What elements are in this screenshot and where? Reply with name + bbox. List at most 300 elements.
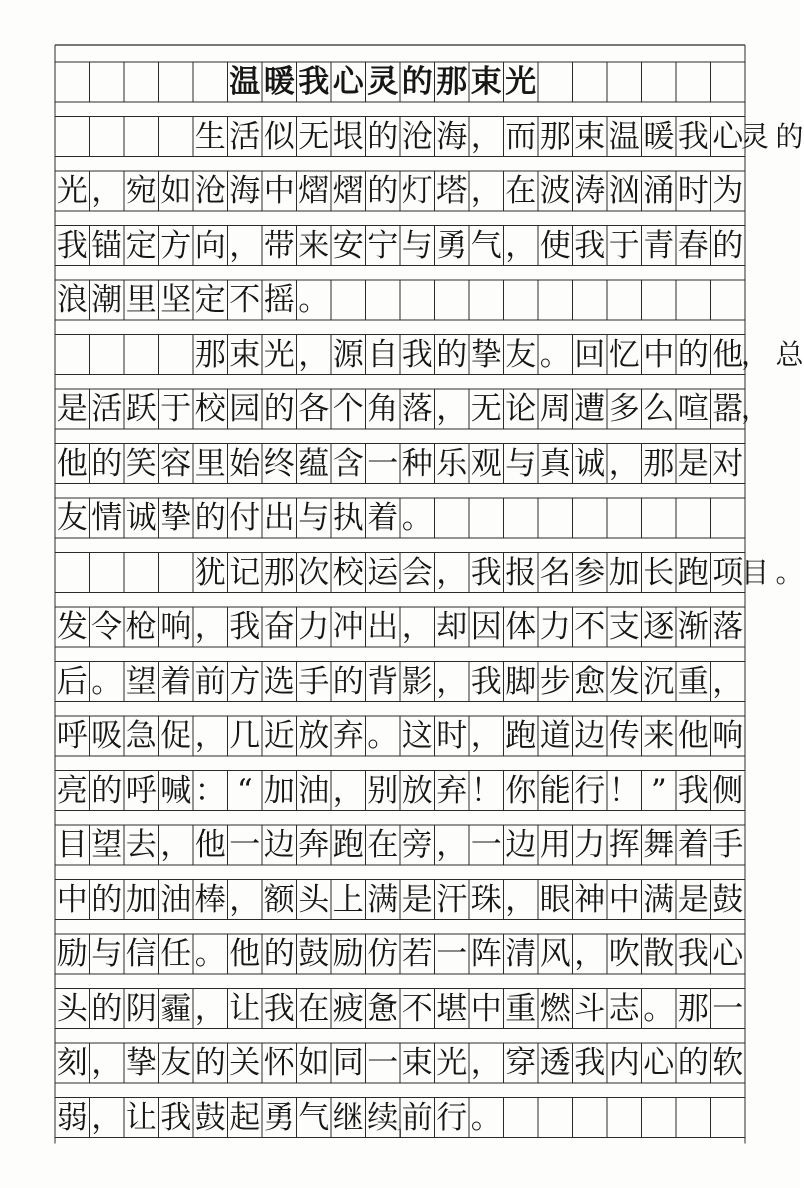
essay-character: 情 <box>91 500 123 536</box>
essay-character: 于 <box>160 391 192 427</box>
essay-character: ， <box>436 554 468 591</box>
essay-character: 的 <box>712 227 744 264</box>
essay-character: 力 <box>574 827 606 863</box>
essay-character: 如 <box>298 1045 330 1081</box>
essay-character: 响 <box>712 718 744 754</box>
essay-character: 的 <box>91 881 123 918</box>
essay-character: 吸 <box>91 718 123 754</box>
essay-character: 我 <box>263 990 295 1027</box>
essay-character: 个 <box>332 391 364 427</box>
essay-character: 。 <box>775 555 804 589</box>
essay-character: 中 <box>643 336 675 373</box>
essay-character: 方 <box>229 663 261 700</box>
essay-character: 若 <box>401 936 433 972</box>
essay-character: 散 <box>643 936 675 972</box>
essay-character: 时 <box>436 718 468 754</box>
essay-character: 安 <box>332 227 364 264</box>
essay-character: ， <box>436 827 468 863</box>
essay-character: 忆 <box>608 336 640 373</box>
essay-character: ， <box>160 827 192 863</box>
essay-character: 一 <box>436 936 468 972</box>
essay-character: 脚 <box>505 663 537 700</box>
essay-character: 是 <box>677 881 709 918</box>
essay-character: 支 <box>608 609 640 645</box>
essay-character: 边 <box>505 827 537 863</box>
essay-character: 勇 <box>263 1099 295 1136</box>
essay-character: 不 <box>229 282 261 318</box>
essay-character: 的 <box>91 772 123 809</box>
essay-character: 冲 <box>332 609 364 645</box>
essay-character: 名 <box>539 554 571 591</box>
essay-character: 中 <box>56 881 88 918</box>
essay-character: 行 <box>574 772 606 809</box>
essay-character: 犹 <box>194 554 226 591</box>
essay-character: 沧 <box>401 118 433 155</box>
essay-character: 弃 <box>436 772 468 809</box>
essay-character: 光 <box>56 173 88 209</box>
essay-character: 。 <box>470 1099 502 1136</box>
essay-character: 望 <box>125 663 157 700</box>
essay-character: 付 <box>229 500 261 536</box>
essay-character: 响 <box>160 609 192 645</box>
essay-character: 阵 <box>470 936 502 972</box>
essay-character: 宛 <box>125 173 157 209</box>
essay-character: 志 <box>608 990 640 1027</box>
essay-character: 喧 <box>677 391 709 427</box>
essay-character: 舞 <box>643 827 675 863</box>
essay-character: ， <box>470 118 502 155</box>
essay-character: 同 <box>332 1045 364 1081</box>
essay-character: 逐 <box>643 609 675 645</box>
essay-character: 珠 <box>470 881 502 918</box>
essay-character: 周 <box>539 391 571 427</box>
essay-character: 记 <box>229 554 261 591</box>
essay-character: 跑 <box>677 554 709 591</box>
essay-character: 着 <box>367 500 399 536</box>
essay-character: 熠 <box>332 173 364 209</box>
essay-character: ， <box>712 663 744 700</box>
essay-character: 的 <box>263 391 295 427</box>
essay-character: 让 <box>125 1099 157 1136</box>
essay-character: 对 <box>712 445 744 482</box>
essay-character: 软 <box>712 1045 744 1081</box>
essay-character: 气 <box>298 1099 330 1136</box>
essay-character: 出 <box>367 609 399 645</box>
essay-character: 选 <box>263 663 295 700</box>
essay-character: 熠 <box>298 173 330 209</box>
essay-character: 挥 <box>608 827 640 863</box>
essay-character: 挚 <box>470 336 502 373</box>
essay-character: 运 <box>367 554 399 591</box>
essay-character: 放 <box>401 772 433 809</box>
essay-character: 总 <box>775 337 804 371</box>
essay-character: 我 <box>229 609 261 645</box>
essay-character: 能 <box>539 772 571 809</box>
essay-character: 向 <box>194 227 226 264</box>
essay-character: 波 <box>539 173 571 209</box>
essay-character: 一 <box>229 827 261 863</box>
essay-character: 沉 <box>643 663 675 700</box>
essay-character: 次 <box>298 554 330 591</box>
essay-character: 的 <box>677 336 709 373</box>
essay-character: 加 <box>263 772 295 809</box>
essay-character: 旁 <box>401 827 433 863</box>
essay-character: 我 <box>574 1045 606 1081</box>
essay-character: 定 <box>125 227 157 264</box>
essay-character: 青 <box>643 227 675 264</box>
essay-character: 油 <box>160 881 192 918</box>
essay-character: 燃 <box>539 990 571 1027</box>
essay-character: 垠 <box>332 118 364 155</box>
essay-character: 那 <box>194 336 226 373</box>
essay-character: 是 <box>677 445 709 482</box>
essay-character: ， <box>229 227 261 264</box>
essay-character: 在 <box>367 827 399 863</box>
essay-character: 的 <box>367 118 399 155</box>
essay-character: 终 <box>263 445 295 482</box>
essay-character: 呼 <box>125 772 157 809</box>
title-character: 灵 <box>367 64 399 100</box>
essay-character: 仿 <box>367 936 399 972</box>
essay-character: 束 <box>401 1045 433 1081</box>
essay-character: 里 <box>194 445 226 482</box>
essay-character: 活 <box>91 391 123 427</box>
essay-character: 促 <box>160 718 192 754</box>
essay-character: ， <box>91 1045 123 1081</box>
essay-character: 行 <box>436 1099 468 1136</box>
essay-character: 园 <box>229 391 261 427</box>
essay-character: 边 <box>263 827 295 863</box>
essay-character: 油 <box>298 772 330 809</box>
essay-character: 他 <box>229 936 261 972</box>
essay-character: 校 <box>332 554 364 591</box>
essay-character: 来 <box>298 227 330 264</box>
essay-character: 透 <box>539 1045 571 1081</box>
essay-character: ， <box>505 227 537 264</box>
essay-character: 不 <box>401 990 433 1027</box>
essay-character: 前 <box>194 663 226 700</box>
essay-character: 续 <box>367 1099 399 1136</box>
essay-character: 无 <box>470 391 502 427</box>
essay-character: 奔 <box>298 827 330 863</box>
essay-character: 体 <box>505 609 537 645</box>
essay-character: 因 <box>470 609 502 645</box>
essay-character: 我 <box>470 554 502 591</box>
essay-character: 出 <box>263 500 295 536</box>
essay-character: ！ <box>608 772 640 809</box>
essay-character: ， <box>608 445 640 482</box>
essay-character: 里 <box>125 282 157 318</box>
essay-character: ， <box>470 718 502 754</box>
essay-character: 关 <box>229 1045 261 1081</box>
essay-character: 遭 <box>574 391 606 427</box>
essay-character: 气 <box>470 227 502 264</box>
essay-character: 么 <box>643 391 675 427</box>
essay-character: 春 <box>677 227 709 264</box>
essay-character: 涛 <box>574 173 606 209</box>
essay-character: 参 <box>574 554 606 591</box>
essay-character: 我 <box>160 1099 192 1136</box>
essay-character: 为 <box>712 173 744 209</box>
essay-character: ， <box>229 881 261 918</box>
essay-character: 手 <box>298 663 330 700</box>
essay-character: ， <box>470 1045 502 1081</box>
essay-character: 。 <box>91 663 123 700</box>
essay-character: 惫 <box>367 990 399 1027</box>
essay-character: 神 <box>574 881 606 918</box>
essay-character: 影 <box>401 663 433 700</box>
essay-character: 中 <box>470 990 502 1027</box>
essay-character: 种 <box>401 445 433 482</box>
essay-character: 的 <box>91 990 123 1027</box>
essay-character: 急 <box>125 718 157 754</box>
essay-character: 宁 <box>367 227 399 264</box>
essay-character: 发 <box>56 609 88 645</box>
essay-character: 重 <box>505 990 537 1027</box>
essay-character: 回 <box>574 336 606 373</box>
essay-character: 的 <box>332 663 364 700</box>
essay-character: 来 <box>643 718 675 754</box>
essay-character: 灯 <box>401 173 433 209</box>
essay-character: 。 <box>539 336 571 373</box>
essay-character: 满 <box>643 881 675 918</box>
title-character: 光 <box>505 64 537 100</box>
essay-character: 摇 <box>263 282 295 318</box>
essay-character: 却 <box>436 609 468 645</box>
essay-character: 观 <box>470 445 502 482</box>
essay-character: 阴 <box>125 990 157 1027</box>
essay-character: 内 <box>608 1045 640 1081</box>
essay-character: ， <box>436 663 468 700</box>
essay-character: 在 <box>298 990 330 1027</box>
essay-character: 你 <box>505 772 537 809</box>
essay-character: 。 <box>643 990 675 1027</box>
essay-character: 望 <box>91 827 123 863</box>
essay-character: 鼓 <box>712 881 744 918</box>
essay-character: 励 <box>56 936 88 972</box>
essay-character: 蕴 <box>298 445 330 482</box>
essay-character: 无 <box>298 118 330 155</box>
essay-character: 如 <box>160 173 192 209</box>
essay-character: 我 <box>470 663 502 700</box>
essay-character: 友 <box>505 336 537 373</box>
essay-character: 斗 <box>574 990 606 1027</box>
essay-character: 挚 <box>160 500 192 536</box>
essay-character: 边 <box>574 718 606 754</box>
essay-character: 呼 <box>56 718 88 754</box>
essay-character: 塔 <box>436 173 468 209</box>
essay-character: 项 <box>712 554 744 591</box>
essay-character: 鼓 <box>194 1099 226 1136</box>
essay-character: 涌 <box>643 173 675 209</box>
essay-character: 始 <box>229 445 261 482</box>
essay-character: 弃 <box>332 718 364 754</box>
essay-character: ， <box>298 336 330 373</box>
essay-character: 手 <box>712 827 744 863</box>
essay-character: 这 <box>401 718 433 754</box>
essay-character: 灵 <box>741 119 770 153</box>
essay-character: 的 <box>194 500 226 536</box>
essay-character: 笑 <box>125 445 157 482</box>
essay-character: 一 <box>712 990 744 1027</box>
essay-character: 刻 <box>56 1045 88 1081</box>
essay-character: 友 <box>56 500 88 536</box>
essay-character: 光 <box>263 336 295 373</box>
essay-character: 道 <box>539 718 571 754</box>
essay-character: 汹 <box>608 173 640 209</box>
essay-character: 各 <box>298 391 330 427</box>
essay-character: 重 <box>677 663 709 700</box>
essay-character: 目 <box>741 555 770 589</box>
essay-character: 报 <box>505 554 537 591</box>
essay-character: ， <box>194 990 226 1027</box>
essay-character: 着 <box>160 663 192 700</box>
essay-character: 浪 <box>56 282 88 318</box>
essay-character: 汗 <box>436 881 468 918</box>
essay-character: 束 <box>229 336 261 373</box>
title-character: 温 <box>229 64 261 100</box>
essay-character: 头 <box>298 881 330 918</box>
essay-character: 背 <box>367 663 399 700</box>
essay-character: ： <box>194 772 226 809</box>
essay-character: 我 <box>677 772 709 809</box>
essay-character: 他 <box>56 445 88 482</box>
essay-character: 是 <box>56 391 88 427</box>
essay-character: 用 <box>539 827 571 863</box>
essay-character: 去 <box>125 827 157 863</box>
essay-character: ， <box>194 718 226 754</box>
essay-character: 落 <box>401 391 433 427</box>
essay-character: 前 <box>401 1099 433 1136</box>
essay-character: 方 <box>160 227 192 264</box>
essay-character: 加 <box>608 554 640 591</box>
essay-character: 吹 <box>608 936 640 972</box>
essay-character: 时 <box>677 173 709 209</box>
essay-character: 诚 <box>125 500 157 536</box>
essay-character: 他 <box>677 718 709 754</box>
title-character: 我 <box>298 64 330 100</box>
essay-character: 温 <box>608 118 640 155</box>
essay-character: 让 <box>229 990 261 1027</box>
essay-character: 心 <box>643 1045 675 1081</box>
essay-character: ， <box>574 936 606 972</box>
essay-character: 于 <box>608 227 640 264</box>
essay-character: ， <box>194 609 226 645</box>
essay-character: 的 <box>263 936 295 972</box>
essay-character: 继 <box>332 1099 364 1136</box>
essay-character: 亮 <box>56 772 88 809</box>
essay-character: 着 <box>677 827 709 863</box>
essay-character: ， <box>436 391 468 427</box>
essay-character: 发 <box>608 663 640 700</box>
essay-character: 乐 <box>436 445 468 482</box>
essay-character: 校 <box>194 391 226 427</box>
essay-character: 与 <box>298 500 330 536</box>
essay-character: 加 <box>125 881 157 918</box>
essay-character: 嚣 <box>712 391 744 427</box>
essay-character: ， <box>505 881 537 918</box>
essay-character: ， <box>332 772 364 809</box>
essay-character: 鼓 <box>298 936 330 972</box>
essay-character: 与 <box>505 445 537 482</box>
essay-character: 我 <box>56 227 88 264</box>
essay-character: 上 <box>332 881 364 918</box>
essay-character: 几 <box>229 718 261 754</box>
essay-character: 起 <box>229 1099 261 1136</box>
title-character: 暖 <box>263 64 295 100</box>
essay-character: 长 <box>643 554 675 591</box>
essay-character: 霾 <box>160 990 192 1027</box>
essay-character: 一 <box>367 1045 399 1081</box>
essay-character: ！ <box>470 772 502 809</box>
essay-character: 渐 <box>677 609 709 645</box>
essay-character: 信 <box>125 936 157 972</box>
essay-character: 似 <box>263 118 295 155</box>
essay-character: 与 <box>401 227 433 264</box>
essay-character: 源 <box>332 336 364 373</box>
essay-character: 传 <box>608 718 640 754</box>
essay-character: 一 <box>470 827 502 863</box>
essay-character: 自 <box>367 336 399 373</box>
essay-character: 与 <box>91 936 123 972</box>
title-character: 那 <box>436 64 468 100</box>
essay-character: 的 <box>367 173 399 209</box>
essay-character: 疲 <box>332 990 364 1027</box>
essay-character: 中 <box>263 173 295 209</box>
essay-character: 的 <box>194 1045 226 1081</box>
essay-character: 执 <box>332 500 364 536</box>
essay-character: 奋 <box>263 609 295 645</box>
essay-character: 风 <box>539 936 571 972</box>
essay-character: 。 <box>194 936 226 972</box>
essay-character: ， <box>741 337 770 371</box>
essay-character: 生 <box>194 118 226 155</box>
essay-character: 目 <box>56 827 88 863</box>
essay-character: 的 <box>677 1045 709 1081</box>
essay-character: 我 <box>574 227 606 264</box>
essay-character: 力 <box>298 609 330 645</box>
essay-character: 我 <box>677 118 709 155</box>
essay-character: 怀 <box>263 1045 295 1081</box>
essay-character: ， <box>91 1099 123 1136</box>
essay-character: 别 <box>367 772 399 809</box>
essay-character: 友 <box>160 1045 192 1081</box>
essay-character: 沧 <box>194 173 226 209</box>
title-character: 束 <box>470 64 502 100</box>
essay-character: 束 <box>574 118 606 155</box>
essay-character: 潮 <box>91 282 123 318</box>
essay-character: 多 <box>608 391 640 427</box>
essay-character: 堪 <box>436 990 468 1027</box>
essay-character: 他 <box>194 827 226 863</box>
title-character: 心 <box>332 64 364 100</box>
essay-character: 落 <box>712 609 744 645</box>
essay-character: 近 <box>263 718 295 754</box>
essay-character: 锚 <box>91 227 123 264</box>
essay-character: 我 <box>401 336 433 373</box>
essay-character: 心 <box>712 936 744 972</box>
essay-character: 穿 <box>505 1045 537 1081</box>
essay-character: 中 <box>608 881 640 918</box>
essay-character: 会 <box>401 554 433 591</box>
essay-character: 清 <box>505 936 537 972</box>
essay-character: ， <box>470 173 502 209</box>
essay-character: 侧 <box>712 772 744 809</box>
essay-character: 弱 <box>56 1099 88 1136</box>
essay-character: 是 <box>401 881 433 918</box>
essay-character: 跑 <box>505 718 537 754</box>
essay-character: 角 <box>367 391 399 427</box>
